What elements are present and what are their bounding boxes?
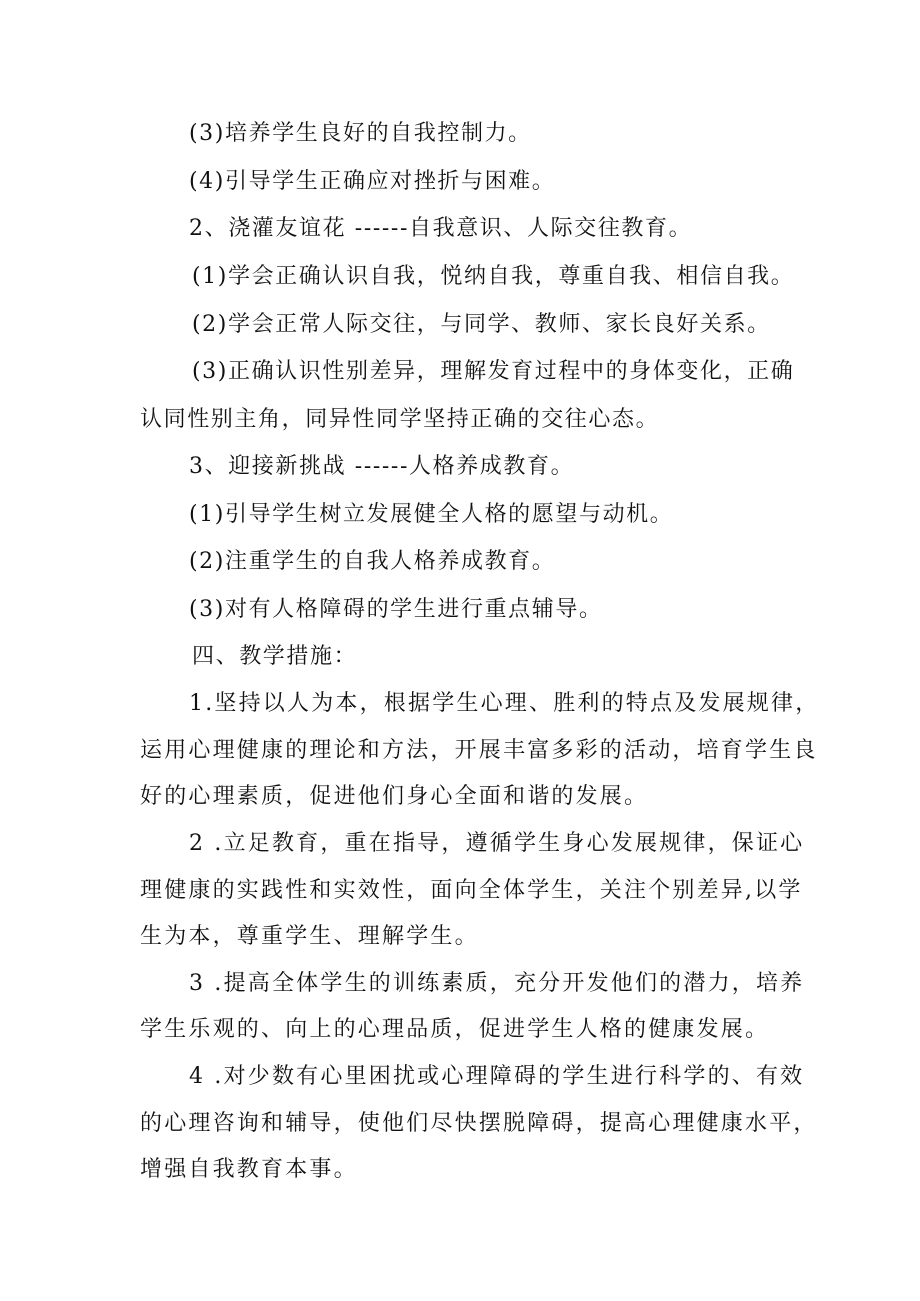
list-item-4-frustration: (4)引导学生正确应对挫折与困难。 — [189, 169, 556, 194]
section-heading-friendship: 2、浇灌友谊花 ------自我意识、人际交往教育。 — [189, 216, 693, 241]
list-item-3-personality-guidance: (3)对有人格障碍的学生进行重点辅导。 — [189, 597, 603, 622]
measure-4-line-3: 增强自我教育本事。 — [140, 1157, 358, 1182]
list-item-3-gender-difference: (3)正确认识性别差异，理解发育过程中的身体变化，正确 — [192, 359, 795, 384]
measure-1-line-1: 1.坚持以人为本，根据学生心理、胜利的特点及发展规律， — [189, 691, 820, 716]
measure-4-line-1: 4 .对少数有心里困扰或心理障碍的学生进行科学的、有效 — [189, 1064, 805, 1089]
measure-3-line-1: 3 .提高全体学生的训练素质，充分开发他们的潜力，培养 — [189, 971, 805, 996]
list-item-1-self-awareness: (1)学会正确认识自我，悦纳自我，尊重自我、相信自我。 — [192, 264, 795, 289]
list-item-1-personality-goal: (1)引导学生树立发展健全人格的愿望与动机。 — [189, 502, 674, 527]
measure-4-line-2: 的心理咨询和辅导，使他们尽快摆脱障碍，提高心理健康水平， — [140, 1111, 818, 1136]
list-item-2-personality-education: (2)注重学生的自我人格养成教育。 — [189, 549, 556, 574]
measure-2-line-2: 理健康的实践性和实效性，面向全体学生，关注个别差异,以学 — [140, 878, 803, 903]
section-heading-measures: 四、教学措施： — [192, 644, 358, 669]
measure-2-line-3: 生为本，尊重学生、理解学生。 — [140, 924, 479, 949]
list-item-2-interpersonal: (2)学会正常人际交往，与同学、教师、家长良好关系。 — [192, 312, 771, 337]
measure-2-line-1: 2 .立足教育，重在指导，遵循学生身心发展规律，保证心 — [189, 831, 805, 856]
measure-3-line-2: 学生乐观的、向上的心理品质，促进学生人格的健康发展。 — [140, 1017, 770, 1042]
measure-1-line-2: 运用心理健康的理论和方法，开展丰富多彩的活动，培育学生良 — [140, 738, 818, 763]
measure-1-line-3: 好的心理素质，促进他们身心全面和谐的发展。 — [140, 784, 649, 809]
list-item-3-gender-difference-cont: 认同性别主角，同异性同学坚持正确的交往心态。 — [140, 407, 660, 432]
section-heading-challenge: 3、迎接新挑战 ------人格养成教育。 — [189, 454, 575, 479]
list-item-3-self-control: (3)培养学生良好的自我控制力。 — [189, 121, 532, 146]
